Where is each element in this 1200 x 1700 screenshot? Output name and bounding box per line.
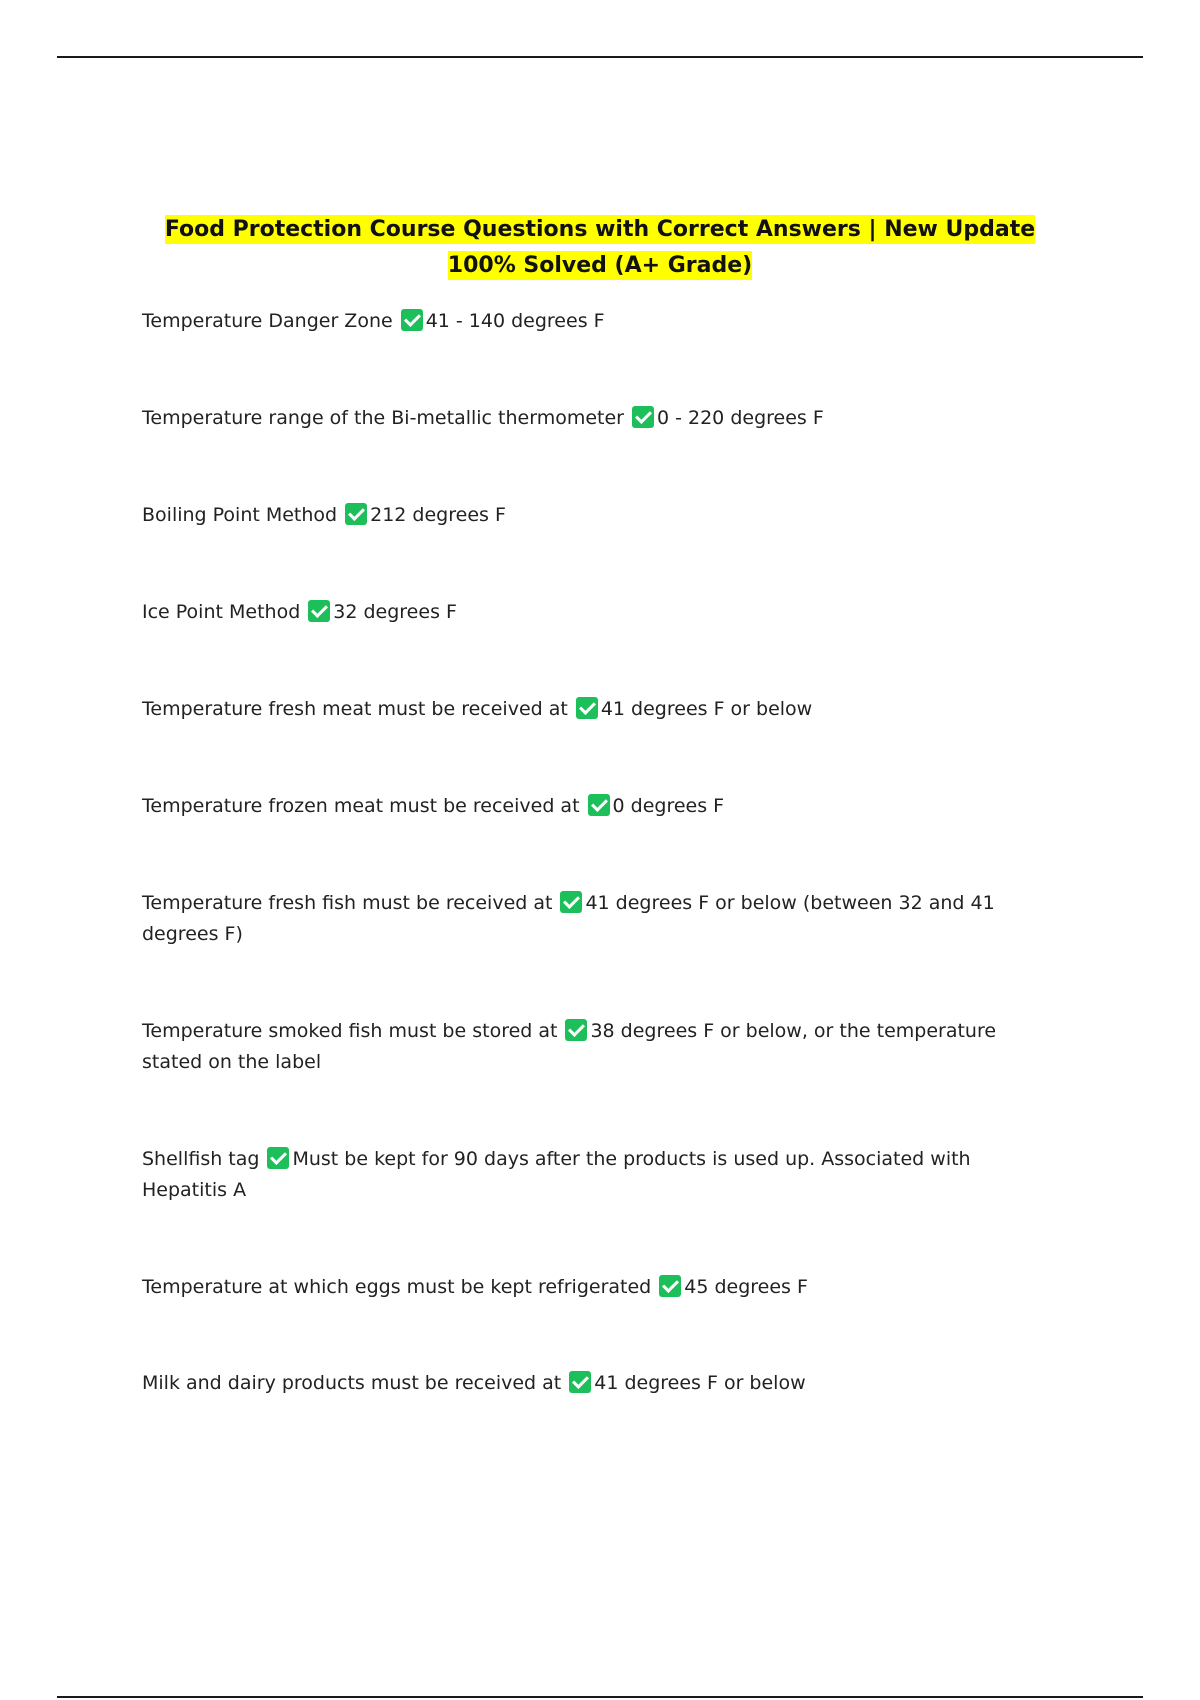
qa-item-8 [142,1016,1042,1078]
question-text: Temperature range of the Bi-metallic thermometer [142,407,624,429]
checkmark-icon [576,697,598,719]
answer-text: 38 degrees F or below, or the temperature stated on the label [142,1020,997,1073]
qa-item-7 [142,888,1042,950]
answer-text: 32 degrees F [333,601,457,623]
bottom-divider [57,1696,1143,1698]
question-text: Ice Point Method [142,601,301,623]
qa-item-4 [142,597,1042,628]
answer-text: 212 degrees F [370,504,506,526]
checkmark-icon [560,891,582,913]
question-text: Temperature frozen meat must be received at [142,795,580,817]
question-text: Shellfish tag [142,1148,260,1170]
question-text: Milk and dairy products must be received at [142,1372,562,1394]
answer-text: 41 degrees F or below (between 32 and 41 degrees F) [142,892,995,945]
answer-text: Must be kept for 90 days after the products is used up. Associated with Hepatitis A [142,1148,971,1201]
checkmark-icon [569,1371,591,1393]
checkmark-icon [632,406,654,428]
question-text: Temperature at which eggs must be kept refrigerated [142,1276,652,1298]
answer-text: 0 degrees F [612,795,725,817]
checkmark-icon [659,1275,681,1297]
qa-item-2 [142,403,1042,434]
checkmark-icon [308,600,330,622]
question-text: Temperature Danger Zone [142,310,393,332]
question-text: Boiling Point Method [142,504,338,526]
page-title [150,212,1050,284]
question-text: Temperature fresh meat must be received at [142,698,568,720]
answer-text: 41 - 140 degrees F [425,310,605,332]
qa-item-9 [142,1144,1042,1206]
checkmark-icon [345,503,367,525]
answer-text: 45 degrees F [684,1276,808,1298]
qa-item-5 [142,694,1042,725]
checkmark-icon [588,794,610,816]
answer-text: 0 - 220 degrees F [656,407,824,429]
question-text: Temperature smoked fish must be stored at [142,1020,558,1042]
qa-item-10 [142,1272,1042,1303]
answer-text: 41 degrees F or below [600,698,813,720]
qa-item-6 [142,791,1042,822]
top-divider [57,56,1143,58]
qa-item-1 [142,306,1042,337]
answer-text: 41 degrees F or below [594,1372,806,1394]
checkmark-icon [267,1147,289,1169]
checkmark-icon [565,1019,587,1041]
title-highlight: Food Protection Course Questions with Correct Answers | New Update 100% Solved (A+ Grade) [164,217,1036,278]
qa-item-11 [142,1368,1042,1399]
checkmark-icon [401,309,423,331]
question-text: Temperature fresh fish must be received at [142,892,553,914]
qa-item-3 [142,500,1042,531]
